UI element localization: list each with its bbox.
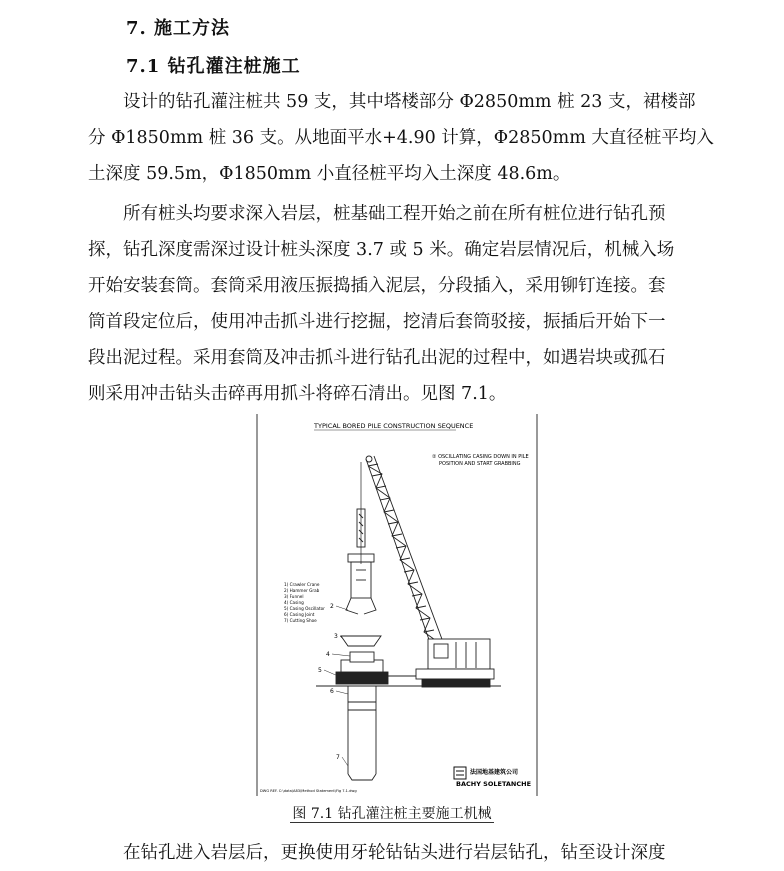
svg-text:6) Casing Joint: 6) Casing Joint xyxy=(284,612,315,617)
paragraph-line: 筒首段定位后，使用冲击抓斗进行挖掘，挖清后套筒驳接，振插后开始下一 xyxy=(88,312,666,332)
section-heading: 7. 施工方法 xyxy=(126,18,231,39)
figure-bored-pile-machinery xyxy=(256,414,538,796)
figure-caption: 图 7.1 钻孔灌注桩主要施工机械 xyxy=(292,806,492,822)
paragraph-line: 开始安装套筒。套筒采用液压振捣插入泥层，分段插入，采用铆钉连接。套 xyxy=(88,276,666,296)
svg-text:5: 5 xyxy=(318,667,322,674)
paragraph-line: 则采用冲击钻头击碎再用抓斗将碎石清出。见图 7.1。 xyxy=(88,384,507,404)
svg-text:2: 2 xyxy=(330,603,334,610)
paragraph-line: 所有桩头均要求深入岩层，桩基础工程开始之前在所有桩位进行钻孔预 xyxy=(123,204,666,224)
svg-text:2) Hammer Grab: 2) Hammer Grab xyxy=(284,588,320,593)
paragraph-line: 段出泥过程。采用套筒及冲击抓斗进行钻孔出泥的过程中，如遇岩块或孤石 xyxy=(88,348,666,368)
paragraph-line: 土深度 59.5m，Φ1850mm 小直径桩平均入土深度 48.6m。 xyxy=(88,164,571,184)
crane-boom xyxy=(366,456,446,654)
funnel xyxy=(341,636,381,646)
svg-text:7: 7 xyxy=(336,754,340,761)
paragraph-pile-quantity xyxy=(88,84,714,192)
svg-text:1) Crawler Crane: 1) Crawler Crane xyxy=(284,582,320,587)
paragraph-line: 探，钻孔深度需深过设计桩头深度 3.7 或 5 米。确定岩层情况后，机械入场 xyxy=(88,240,675,260)
crawler-crane-body xyxy=(388,639,494,687)
svg-text:6: 6 xyxy=(330,688,334,695)
svg-text:法国地基建筑公司: 法国地基建筑公司 xyxy=(470,769,519,776)
figure-legend xyxy=(284,582,325,623)
svg-text:5) Casing Oscillator: 5) Casing Oscillator xyxy=(284,606,325,611)
paragraph-line: 设计的钻孔灌注桩共 59 支，其中塔楼部分 Φ2850mm 桩 23 支，裙楼部 xyxy=(123,92,696,112)
casing xyxy=(348,686,376,780)
step-note: ② OSCILLATING CASING DOWN IN PILE xyxy=(432,454,529,460)
svg-text:4) Casing: 4) Casing xyxy=(284,600,304,605)
casing-oscillator xyxy=(336,652,388,684)
svg-text:BACHY SOLETANCHE: BACHY SOLETANCHE xyxy=(456,780,532,788)
step-note: POSITION AND START GRABBING xyxy=(439,461,521,467)
callouts xyxy=(318,603,350,766)
figure-title: TYPICAL BORED PILE CONSTRUCTION SEQUENCE xyxy=(314,422,474,430)
paragraph-procedure xyxy=(88,196,708,412)
paragraph-line: 在钻孔进入岩层后，更换使用牙轮钻钻头进行岩层钻孔，钻至设计深度 xyxy=(123,843,666,863)
svg-text:3: 3 xyxy=(334,633,338,640)
crane-drawing xyxy=(256,414,538,796)
paragraph-rock-drilling xyxy=(88,835,708,871)
drawing-file-ref: DWG REF. C:\data\A83\Method Statement\Fig 7.1.dwg xyxy=(260,789,357,793)
svg-text:4: 4 xyxy=(326,651,330,658)
paragraph-line: 分 Φ1850mm 桩 36 支。从地面平水+4.90 计算，Φ2850mm 大直径桩平均入 xyxy=(88,128,714,148)
svg-text:3) Funnel: 3) Funnel xyxy=(284,594,304,599)
company-logo xyxy=(454,767,531,788)
svg-text:7) Cutting Shoe: 7) Cutting Shoe xyxy=(284,618,317,623)
subsection-heading: 7.1 钻孔灌注桩施工 xyxy=(126,56,301,77)
